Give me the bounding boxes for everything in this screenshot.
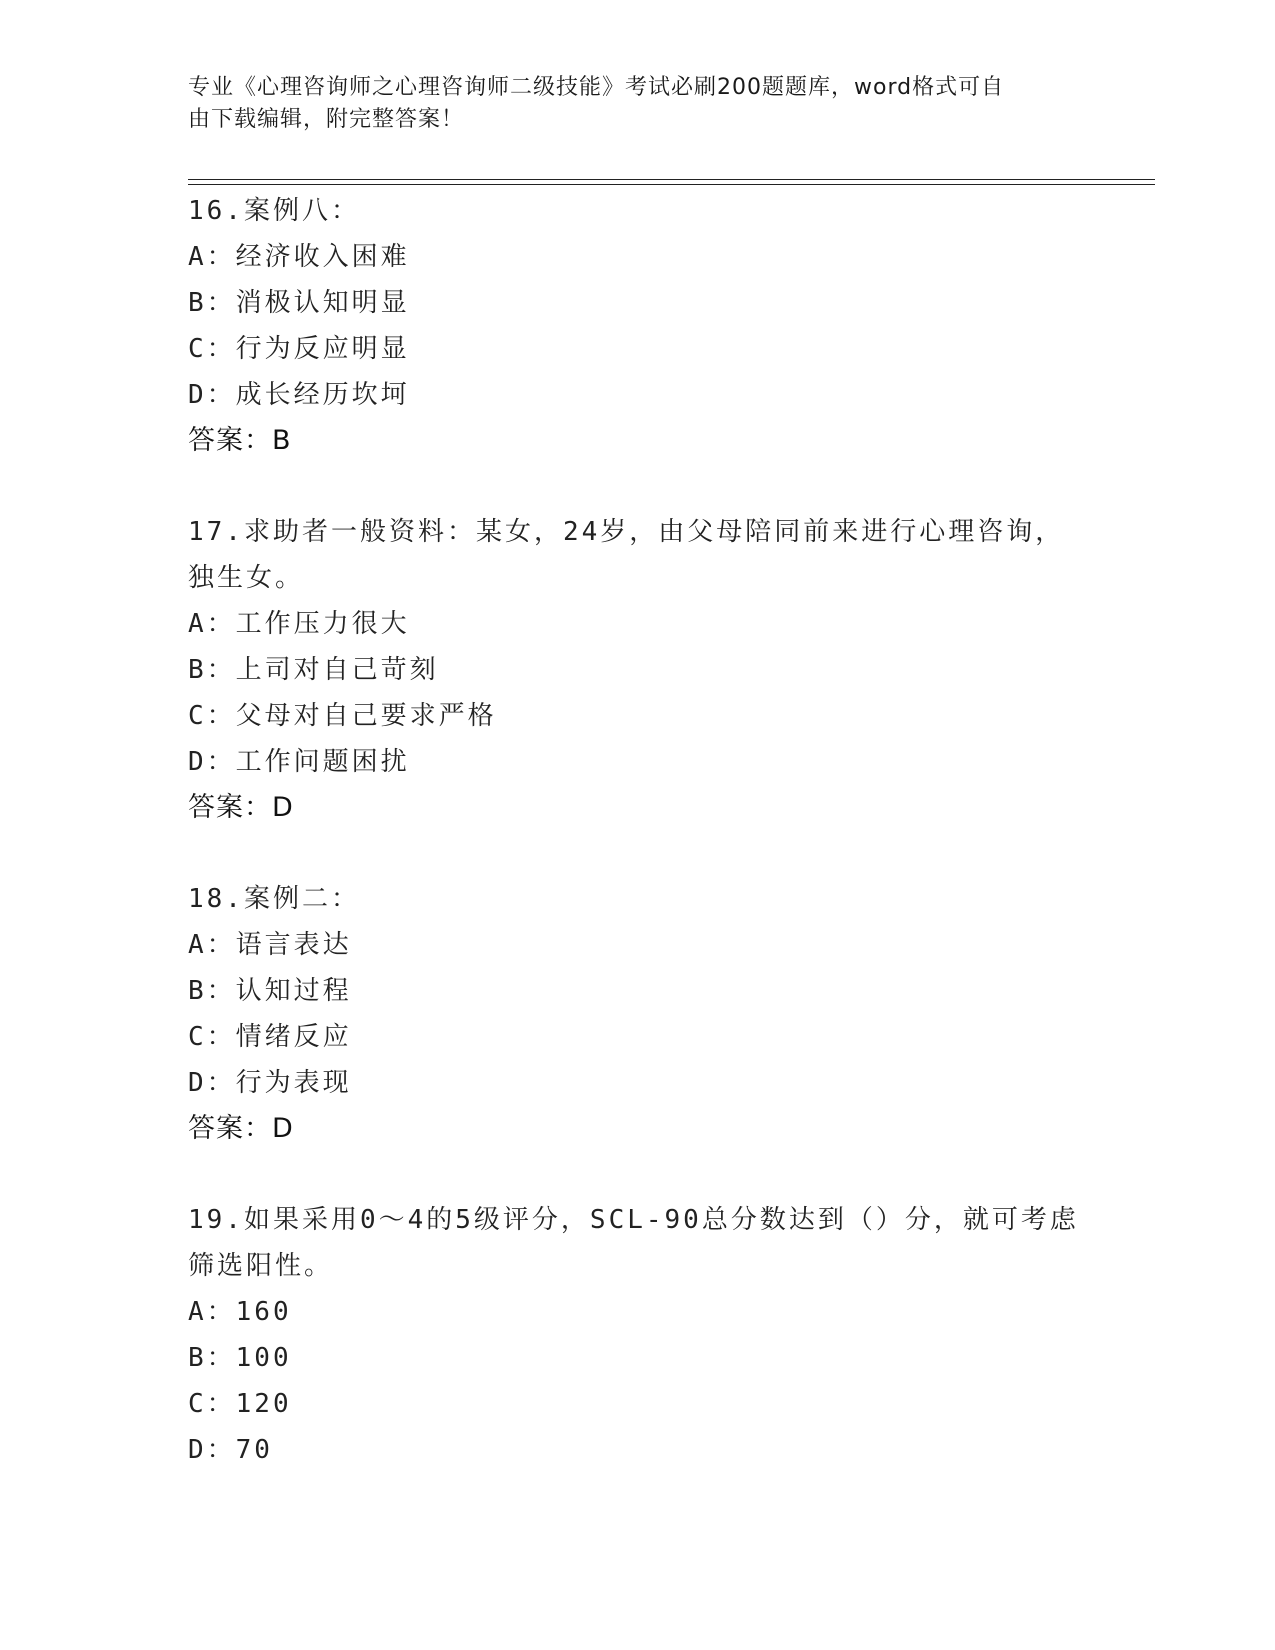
header-divider-bottom [188, 184, 1155, 185]
header-line-1: 专业《心理咨询师之心理咨询师二级技能》考试必刷200题题库，word格式可自 [188, 75, 1005, 100]
answer-label: 答案：D [188, 792, 294, 823]
option-a: A：160 [188, 1297, 292, 1327]
option-c: C：行为反应明显 [188, 334, 410, 364]
option-d: D：成长经历坎坷 [188, 380, 410, 410]
option-d: D：70 [188, 1435, 273, 1465]
answer-label: 答案：D [188, 1113, 294, 1144]
option-c: C：情绪反应 [188, 1022, 352, 1052]
header-divider-top [188, 179, 1155, 180]
option-c: C：120 [188, 1389, 292, 1419]
question-16 [188, 188, 1088, 464]
option-b: B：上司对自己苛刻 [188, 655, 439, 685]
option-b: B：消极认知明显 [188, 288, 410, 318]
question-18 [188, 876, 1088, 1152]
question-stem: 19.如果采用0～4的5级评分，SCL-90总分数达到（）分，就可考虑筛选阳性。 [188, 1205, 1079, 1281]
question-17 [188, 509, 1088, 831]
question-19 [188, 1197, 1088, 1473]
option-b: B：认知过程 [188, 976, 352, 1006]
question-list [188, 188, 1088, 1518]
option-c: C：父母对自己要求严格 [188, 701, 497, 731]
answer-label: 答案：B [188, 425, 292, 456]
question-stem: 16.案例八： [188, 196, 360, 226]
option-d: D：工作问题困扰 [188, 747, 410, 777]
question-stem: 17.求助者一般资料：某女，24岁，由父母陪同前来进行心理咨询，独生女。 [188, 517, 1065, 593]
question-stem: 18.案例二： [188, 884, 360, 914]
option-b: B：100 [188, 1343, 292, 1373]
document-header [188, 72, 1068, 136]
option-d: D：行为表现 [188, 1068, 352, 1098]
option-a: A：工作压力很大 [188, 609, 410, 639]
header-line-2: 由下载编辑，附完整答案！ [188, 107, 465, 132]
option-a: A：经济收入困难 [188, 242, 410, 272]
option-a: A：语言表达 [188, 930, 352, 960]
